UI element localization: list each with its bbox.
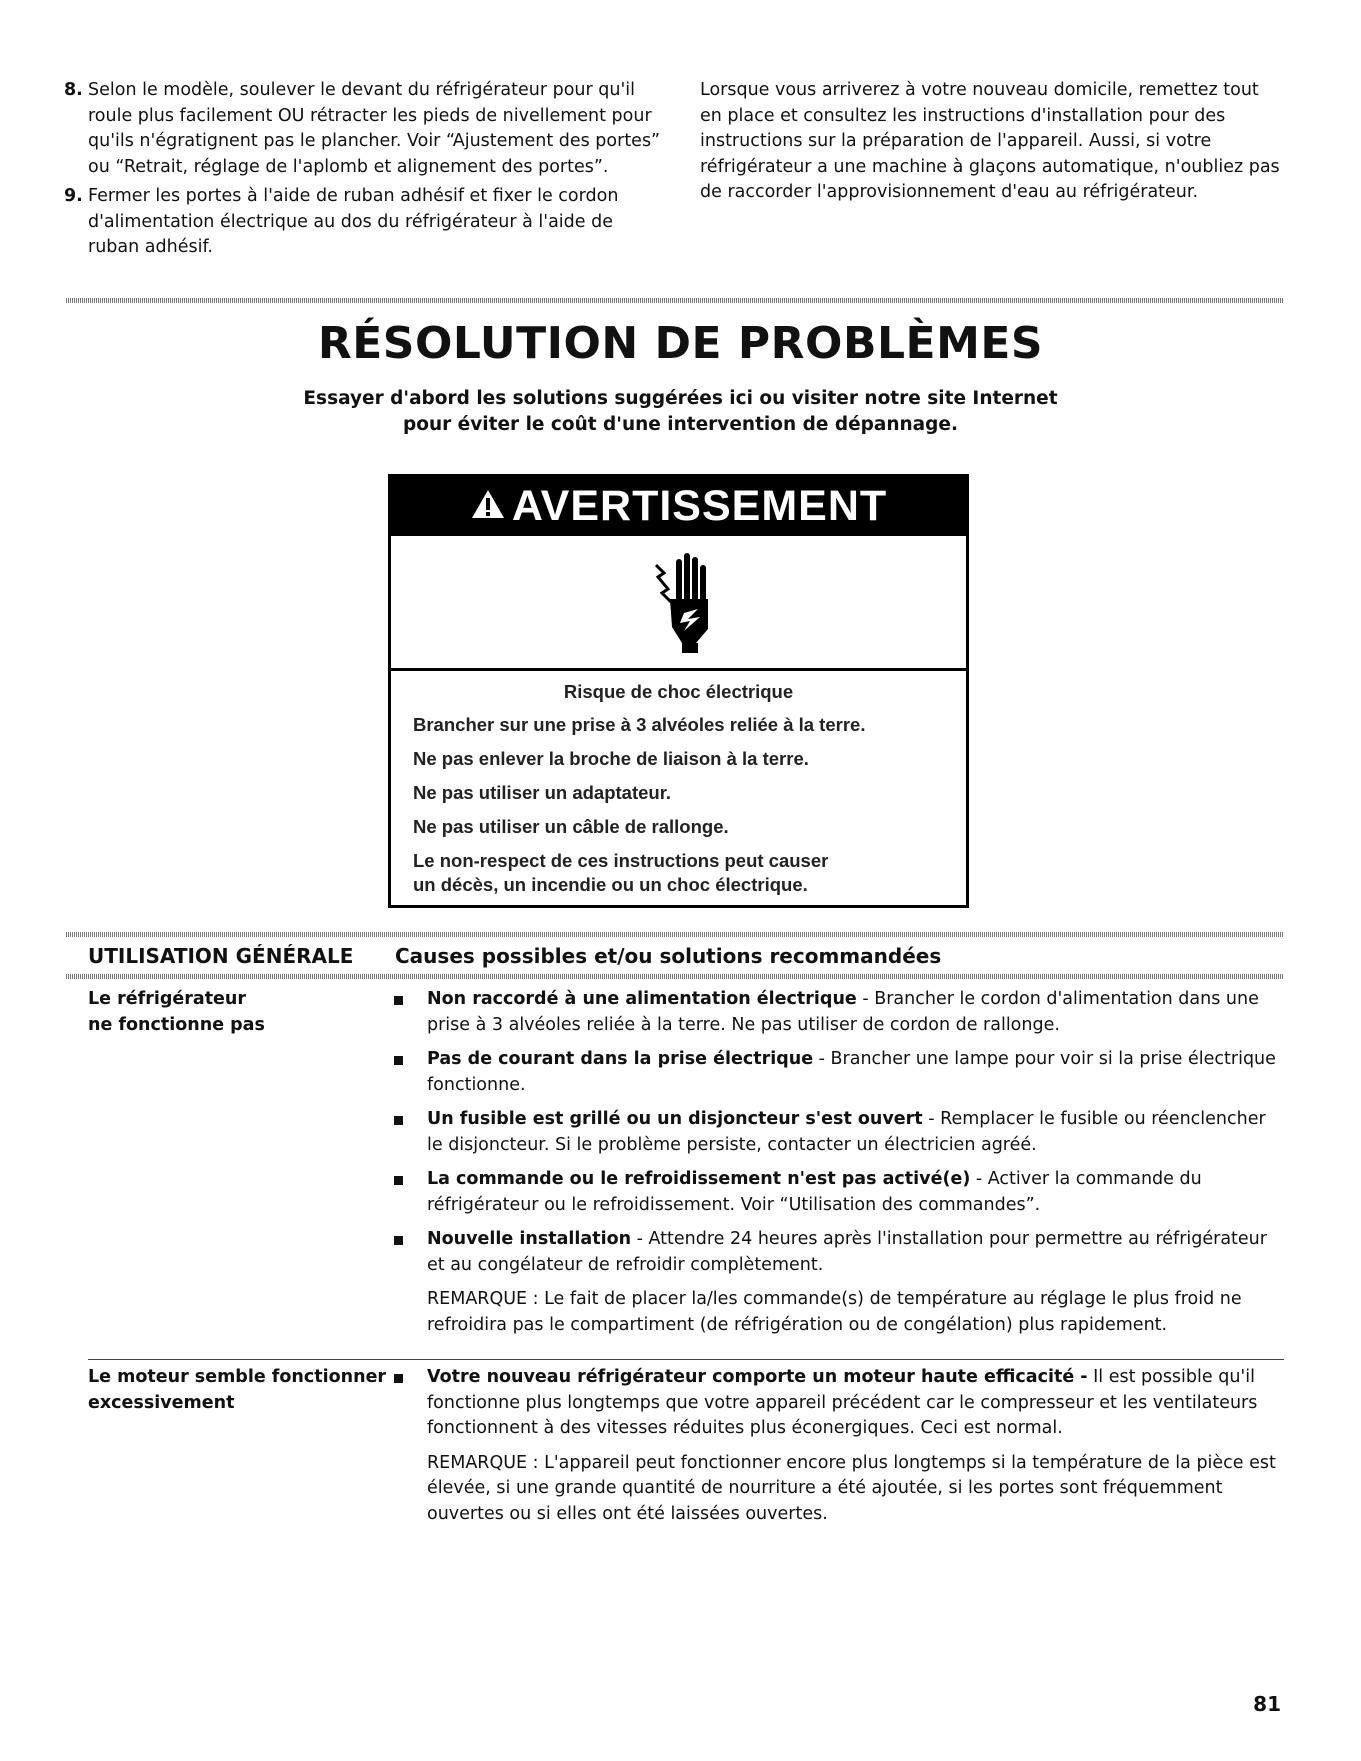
solution-cause: Pas de courant dans la prise électrique xyxy=(427,1049,814,1069)
warning-line: Ne pas enlever la broche de liaison à la terre. xyxy=(413,748,809,769)
solution-note xyxy=(405,1287,1285,1338)
problem-label-motor-runs-excessively xyxy=(88,1365,386,1416)
solution-item xyxy=(405,1227,1285,1278)
step-text: Fermer les portes à l'aide de ruban adhésif et fixer le cordon d'alimentation électrique au dos du réfrigérateur à l'aide de ruban adhésif. xyxy=(88,186,619,257)
step-number: 8. xyxy=(64,80,83,100)
bullet-square-icon xyxy=(394,1176,403,1185)
problem-label-line: Le moteur semble fonctionner xyxy=(88,1367,387,1387)
warning-consequence-line-1: Le non-respect de ces instructions peut causer xyxy=(413,850,829,871)
page-title: RÉSOLUTION DE PROBLÈMES xyxy=(317,318,1044,369)
page-number: 81 xyxy=(1253,1692,1281,1716)
table-header-category: UTILISATION GÉNÉRALE xyxy=(88,944,354,968)
solution-text: - Attendre 24 heures après l'installation pour permettre au réfrigérateur et au congélateur de refroidir complètement. xyxy=(427,1229,1267,1275)
top-right-column: Lorsque vous arriverez à votre nouveau domicile, remettez tout en place et consultez les instructions d'installation pour des instructions sur la préparation de l'appareil. Aussi, si votre réfrigérateur a une machine à glaçons automatique, n'oubliez pas de raccorder l'approvisionnement d'eau au réfrigérateur. xyxy=(700,80,1280,202)
solution-cause: Un fusible est grillé ou un disjoncteur s'est ouvert xyxy=(427,1109,923,1129)
solution-cause: Non raccordé à une alimentation électrique xyxy=(427,989,857,1009)
hatched-divider xyxy=(66,932,1284,937)
hatched-divider xyxy=(66,298,1284,303)
warning-header xyxy=(391,477,966,536)
solution-cause: Votre nouveau réfrigérateur comporte un moteur haute efficacité - xyxy=(427,1367,1088,1387)
solution-item xyxy=(405,1167,1285,1218)
step-text: Selon le modèle, soulever le devant du réfrigérateur pour qu'il roule plus facilement OU rétracter les pieds de nivellement pour qu'ils n'égratignent pas le plancher. Voir “Ajustement des portes” ou “Retrait, réglage de l'aplomb et alignement des portes”. xyxy=(88,80,661,177)
numbered-step-8 xyxy=(64,78,664,180)
subtitle-line-1: Essayer d'abord les solutions suggérées ici ou visiter notre site Internet xyxy=(303,388,1058,409)
warning-header-text: AVERTISSEMENT xyxy=(511,482,888,530)
problem-label-line: ne fonctionne pas xyxy=(88,1014,265,1035)
row-divider xyxy=(88,1359,1284,1360)
note-label: REMARQUE : xyxy=(427,1289,539,1309)
solution-note xyxy=(405,1451,1285,1528)
solution-item xyxy=(405,1107,1285,1158)
solution-text: - Remplacer le fusible ou réenclencher le disjoncteur. Si le problème persiste, contacter un électricien agréé. xyxy=(427,1109,1266,1155)
warning-risk: Risque de choc électrique xyxy=(563,681,794,702)
solution-item xyxy=(405,987,1285,1038)
page-subtitle xyxy=(0,386,1361,438)
solution-item xyxy=(405,1365,1285,1442)
solutions-list xyxy=(405,987,1285,1347)
solution-text: - Activer la commande du réfrigérateur ou le refroidissement. Voir “Utilisation des commandes”. xyxy=(427,1169,1202,1215)
solutions-list xyxy=(405,1365,1285,1536)
note-text: Le fait de placer la/les commande(s) de température au réglage le plus froid ne refroidira pas le compartiment (de réfrigération ou de congélation) plus rapidement. xyxy=(427,1289,1242,1335)
warning-line: Ne pas utiliser un câble de rallonge. xyxy=(413,816,729,837)
subtitle-line-2: pour éviter le coût d'une intervention de dépannage. xyxy=(403,414,958,435)
hatched-divider xyxy=(66,974,1284,979)
bullet-square-icon xyxy=(394,996,403,1005)
table-header-solutions: Causes possibles et/ou solutions recommandées xyxy=(395,944,942,968)
warning-consequence xyxy=(413,849,944,897)
warning-box xyxy=(388,474,969,908)
solution-text: - Brancher le cordon d'alimentation dans une prise à 3 alvéoles reliée à la terre. Ne pas utiliser de cordon de rallonge. xyxy=(427,989,1259,1035)
step-number: 9. xyxy=(64,186,83,206)
warning-body xyxy=(391,671,966,897)
warning-consequence-line-2: un décès, un incendie ou un choc électrique. xyxy=(413,874,808,895)
bullet-square-icon xyxy=(394,1236,403,1245)
note-label: REMARQUE : xyxy=(427,1452,539,1473)
problem-label-line: excessivement xyxy=(88,1392,235,1413)
electric-shock-hand-icon xyxy=(391,536,966,671)
solution-cause: La commande ou le refroidissement n'est pas activé(e) xyxy=(427,1169,971,1189)
problem-label-line: Le réfrigérateur xyxy=(88,989,247,1009)
warning-triangle-icon xyxy=(470,477,506,536)
solution-text: - Brancher une lampe pour voir si la prise électrique fonctionne. xyxy=(427,1049,1276,1095)
problem-label-refrigerator-not-working xyxy=(88,987,265,1038)
warning-line: Ne pas utiliser un adaptateur. xyxy=(413,782,672,803)
bullet-square-icon xyxy=(394,1116,403,1125)
solution-text: Il est possible qu'il fonctionne plus longtemps que votre appareil précédent car le compresseur et les ventilateurs fonctionnent à des vitesses réduites plus éconergiques. Ceci est normal. xyxy=(427,1367,1258,1438)
bullet-square-icon xyxy=(394,1374,403,1383)
bullet-square-icon xyxy=(394,1056,403,1065)
numbered-step-9 xyxy=(64,184,664,261)
solution-item xyxy=(405,1047,1285,1098)
top-left-column xyxy=(64,78,664,265)
note-text: L'appareil peut fonctionner encore plus longtemps si la température de la pièce est élevée, si une grande quantité de nourriture a été ajoutée, si les portes sont fréquemment ouvertes ou si elles ont été laissées ouvertes. xyxy=(427,1452,1276,1524)
warning-line: Brancher sur une prise à 3 alvéoles reliée à la terre. xyxy=(413,714,866,735)
solution-cause: Nouvelle installation xyxy=(427,1229,632,1249)
